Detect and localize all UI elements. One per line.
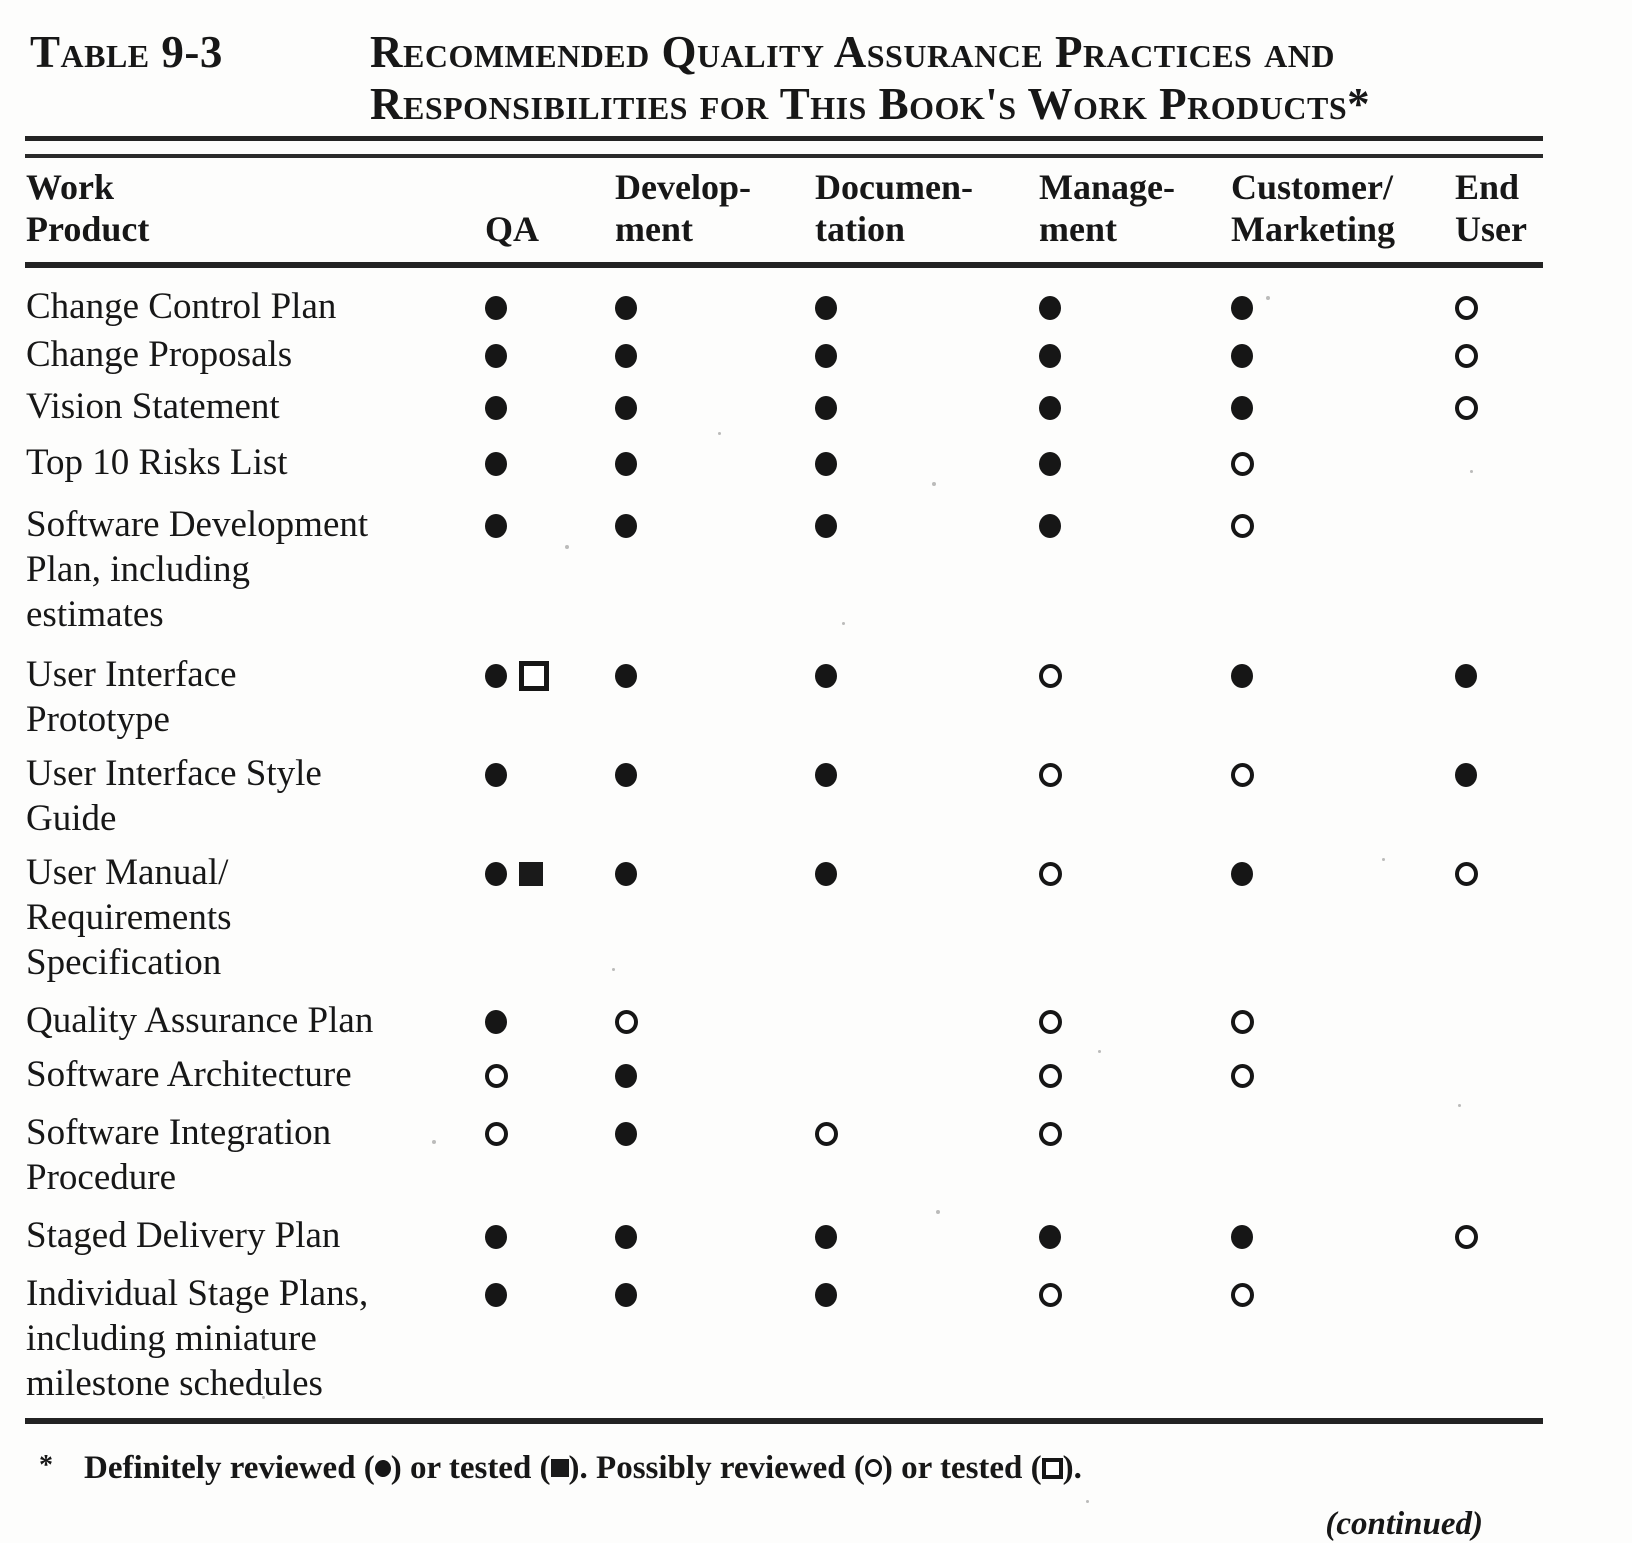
footnote-text	[84, 1446, 1082, 1490]
filled-circle-icon	[1039, 296, 1061, 320]
development-cell	[600, 331, 790, 383]
filled-circle-icon	[815, 344, 837, 368]
customer_marketing-cell	[1205, 1109, 1430, 1212]
qa-cell	[465, 849, 600, 997]
table-row	[25, 265, 1543, 331]
filled-circle-icon	[615, 1225, 637, 1249]
filled-circle-icon	[1231, 664, 1253, 688]
table-row	[25, 750, 1543, 849]
qa-cell	[465, 1270, 600, 1416]
open-circle-icon	[1231, 514, 1254, 538]
filled-circle-icon	[485, 514, 507, 538]
customer_marketing-cell	[1205, 1212, 1430, 1270]
column-header-customer_marketing: Customer/ Marketing	[1205, 158, 1430, 265]
management-cell	[1015, 265, 1205, 331]
scan-speck	[1458, 1104, 1461, 1107]
filled-circle-icon	[485, 452, 507, 476]
open-square-icon	[519, 661, 549, 691]
customer_marketing-cell	[1205, 997, 1430, 1051]
open-circle-icon	[1231, 1010, 1254, 1034]
filled-circle-icon	[485, 763, 507, 787]
management-cell	[1015, 849, 1205, 997]
documentation-cell	[790, 501, 1015, 651]
documentation-cell	[790, 849, 1015, 997]
documentation-cell	[790, 265, 1015, 331]
bottom-rule	[25, 1418, 1543, 1424]
customer_marketing-cell	[1205, 265, 1430, 331]
filled-circle-icon	[375, 1460, 391, 1477]
filled-circle-icon	[1231, 862, 1253, 886]
open-circle-icon	[1231, 452, 1254, 476]
filled-circle-icon	[815, 514, 837, 538]
scan-speck	[1098, 1050, 1101, 1053]
development-cell	[600, 1270, 790, 1416]
scan-speck	[702, 1478, 705, 1481]
table-row	[25, 331, 1543, 383]
filled-circle-icon	[485, 1225, 507, 1249]
management-cell	[1015, 383, 1205, 439]
qa-practices-table	[25, 158, 1543, 1416]
filled-circle-icon	[615, 396, 637, 420]
documentation-cell	[790, 1270, 1015, 1416]
filled-circle-icon	[1231, 296, 1253, 320]
footnote-text-fragment: ).	[1062, 1450, 1082, 1486]
filled-circle-icon	[485, 296, 507, 320]
table-row	[25, 1051, 1543, 1109]
end_user-cell	[1430, 1109, 1543, 1212]
filled-circle-icon	[485, 396, 507, 420]
customer_marketing-cell	[1205, 501, 1430, 651]
qa-cell	[465, 1212, 600, 1270]
filled-circle-icon	[615, 1122, 637, 1146]
filled-circle-icon	[1231, 1225, 1253, 1249]
work-product-cell: Software Integration Procedure	[26, 1112, 332, 1198]
open-circle-icon	[1455, 396, 1478, 420]
open-circle-icon	[865, 1459, 882, 1477]
scan-speck	[565, 545, 569, 549]
end_user-cell	[1430, 1051, 1543, 1109]
column-header-qa: QA	[465, 158, 600, 265]
open-circle-icon	[815, 1122, 838, 1146]
column-header-end_user: End User	[1430, 158, 1543, 265]
filled-circle-icon	[615, 452, 637, 476]
management-cell	[1015, 1109, 1205, 1212]
scan-speck	[262, 1396, 265, 1399]
documentation-cell	[790, 1212, 1015, 1270]
open-circle-icon	[1455, 862, 1478, 886]
management-cell	[1015, 750, 1205, 849]
development-cell	[600, 501, 790, 651]
documentation-cell	[790, 383, 1015, 439]
open-circle-icon	[1039, 862, 1062, 886]
continued-note: (continued)	[1325, 1506, 1483, 1542]
filled-circle-icon	[485, 344, 507, 368]
management-cell	[1015, 1212, 1205, 1270]
development-cell	[600, 1109, 790, 1212]
customer_marketing-cell	[1205, 1270, 1430, 1416]
work-product-cell: User Manual/ Requirements Specification	[26, 852, 232, 983]
qa-cell	[465, 501, 600, 651]
work-product-cell: User Interface Style Guide	[26, 753, 322, 839]
scan-speck	[432, 1140, 436, 1144]
filled-circle-icon	[1039, 344, 1061, 368]
scan-speck	[936, 1210, 940, 1214]
end_user-cell	[1430, 997, 1543, 1051]
filled-circle-icon	[815, 862, 837, 886]
documentation-cell	[790, 1109, 1015, 1212]
filled-circle-icon	[615, 862, 637, 886]
end_user-cell	[1430, 1270, 1543, 1416]
management-cell	[1015, 651, 1205, 750]
scan-speck	[1382, 858, 1385, 861]
open-circle-icon	[1231, 1064, 1254, 1088]
open-circle-icon	[1039, 763, 1062, 787]
filled-circle-icon	[615, 1064, 637, 1088]
filled-circle-icon	[615, 514, 637, 538]
open-square-icon	[1042, 1458, 1063, 1479]
filled-circle-icon	[1455, 664, 1477, 688]
development-cell	[600, 265, 790, 331]
filled-circle-icon	[815, 452, 837, 476]
development-cell	[600, 849, 790, 997]
footnote-text-fragment: ) or tested (	[390, 1450, 551, 1486]
filled-circle-icon	[1231, 396, 1253, 420]
open-circle-icon	[485, 1122, 508, 1146]
scan-speck	[1086, 1500, 1089, 1503]
management-cell	[1015, 501, 1205, 651]
filled-circle-icon	[485, 664, 507, 688]
management-cell	[1015, 1051, 1205, 1109]
management-cell	[1015, 997, 1205, 1051]
work-product-cell: Top 10 Risks List	[26, 442, 288, 483]
customer_marketing-cell	[1205, 849, 1430, 997]
filled-circle-icon	[815, 396, 837, 420]
scan-speck	[1266, 296, 1270, 300]
end_user-cell	[1430, 439, 1543, 501]
scan-speck	[842, 622, 845, 625]
column-header-management: Manage- ment	[1015, 158, 1205, 265]
qa-cell	[465, 1051, 600, 1109]
table-row	[25, 1270, 1543, 1416]
filled-square-icon	[551, 1459, 569, 1477]
open-circle-icon	[1039, 1283, 1062, 1307]
table-row	[25, 1212, 1543, 1270]
filled-circle-icon	[815, 1283, 837, 1307]
qa-cell	[465, 1109, 600, 1212]
filled-circle-icon	[615, 296, 637, 320]
table-body	[25, 265, 1543, 1416]
work-product-cell: Staged Delivery Plan	[26, 1215, 341, 1256]
qa-cell	[465, 383, 600, 439]
filled-circle-icon	[615, 344, 637, 368]
open-circle-icon	[615, 1010, 638, 1034]
footnote-text-fragment: ) or tested (	[881, 1450, 1042, 1486]
end_user-cell	[1430, 501, 1543, 651]
scan-speck	[718, 432, 721, 435]
work-product-cell: User Interface Prototype	[26, 654, 237, 740]
work-product-cell: Software Development Plan, including estimates	[26, 504, 369, 635]
table-row	[25, 651, 1543, 750]
header-row	[25, 158, 1543, 265]
development-cell	[600, 651, 790, 750]
table-title-line1: Recommended Quality Assurance Practices and	[370, 27, 1335, 77]
management-cell	[1015, 331, 1205, 383]
filled-circle-icon	[615, 1283, 637, 1307]
scan-speck	[612, 968, 615, 971]
filled-circle-icon	[485, 1010, 507, 1034]
documentation-cell	[790, 651, 1015, 750]
column-header-work_product: Work Product	[25, 158, 465, 265]
qa-cell	[465, 265, 600, 331]
open-circle-icon	[1455, 1225, 1478, 1249]
documentation-cell	[790, 1051, 1015, 1109]
table-row	[25, 997, 1543, 1051]
open-circle-icon	[1231, 763, 1254, 787]
open-circle-icon	[1039, 664, 1062, 688]
customer_marketing-cell	[1205, 651, 1430, 750]
open-circle-icon	[1039, 1064, 1062, 1088]
customer_marketing-cell	[1205, 331, 1430, 383]
filled-circle-icon	[485, 1283, 507, 1307]
table-row	[25, 383, 1543, 439]
end_user-cell	[1430, 383, 1543, 439]
table-header-row	[25, 158, 1543, 265]
filled-circle-icon	[1039, 1225, 1061, 1249]
management-cell	[1015, 439, 1205, 501]
footnote-marker: *	[39, 1450, 53, 1481]
table-row	[25, 1109, 1543, 1212]
table-row	[25, 849, 1543, 997]
filled-circle-icon	[1039, 514, 1061, 538]
work-product-cell: Change Control Plan	[26, 286, 337, 327]
open-circle-icon	[1455, 344, 1478, 368]
documentation-cell	[790, 331, 1015, 383]
scan-speck	[932, 482, 936, 486]
qa-cell	[465, 331, 600, 383]
work-product-cell: Quality Assurance Plan	[26, 1000, 374, 1041]
work-product-cell: Change Proposals	[26, 334, 293, 375]
filled-circle-icon	[815, 296, 837, 320]
end_user-cell	[1430, 651, 1543, 750]
development-cell	[600, 997, 790, 1051]
end_user-cell	[1430, 331, 1543, 383]
filled-circle-icon	[1039, 396, 1061, 420]
customer_marketing-cell	[1205, 383, 1430, 439]
qa-cell	[465, 439, 600, 501]
footnote-text-fragment: Definitely reviewed (	[84, 1450, 375, 1486]
documentation-cell	[790, 997, 1015, 1051]
documentation-cell	[790, 439, 1015, 501]
filled-circle-icon	[815, 763, 837, 787]
filled-square-icon	[519, 862, 543, 886]
top-double-rule	[25, 136, 1543, 158]
qa-cell	[465, 997, 600, 1051]
scan-speck	[1470, 470, 1473, 473]
development-cell	[600, 750, 790, 849]
customer_marketing-cell	[1205, 1051, 1430, 1109]
qa-cell	[465, 750, 600, 849]
table-number-label: Table 9-3	[30, 27, 223, 77]
work-product-cell: Vision Statement	[26, 386, 280, 427]
table-row	[25, 439, 1543, 501]
filled-circle-icon	[615, 664, 637, 688]
end_user-cell	[1430, 1212, 1543, 1270]
end_user-cell	[1430, 750, 1543, 849]
customer_marketing-cell	[1205, 750, 1430, 849]
qa-cell	[465, 651, 600, 750]
development-cell	[600, 1051, 790, 1109]
filled-circle-icon	[815, 664, 837, 688]
work-product-cell: Software Architecture	[26, 1054, 352, 1095]
filled-circle-icon	[615, 763, 637, 787]
filled-circle-icon	[1455, 763, 1477, 787]
customer_marketing-cell	[1205, 439, 1430, 501]
table-row	[25, 501, 1543, 651]
development-cell	[600, 439, 790, 501]
work-product-cell: Individual Stage Plans, including miniature milestone schedules	[26, 1273, 369, 1404]
development-cell	[600, 383, 790, 439]
column-header-development: Develop- ment	[600, 158, 790, 265]
filled-circle-icon	[1039, 452, 1061, 476]
open-circle-icon	[1039, 1010, 1062, 1034]
footnote	[25, 1446, 1543, 1490]
table-title-line2: Responsibilities for This Book's Work Products*	[370, 79, 1371, 129]
management-cell	[1015, 1270, 1205, 1416]
footnote-text-fragment: ). Possibly reviewed (	[568, 1450, 865, 1486]
end_user-cell	[1430, 849, 1543, 997]
scanned-book-page	[25, 0, 1543, 1543]
open-circle-icon	[1039, 1122, 1062, 1146]
filled-circle-icon	[815, 1225, 837, 1249]
filled-circle-icon	[1231, 344, 1253, 368]
development-cell	[600, 1212, 790, 1270]
table-title	[370, 26, 1370, 130]
column-header-documentation: Documen- tation	[790, 158, 1015, 265]
table-caption	[25, 26, 1543, 130]
open-circle-icon	[485, 1064, 508, 1088]
open-circle-icon	[1455, 296, 1478, 320]
end_user-cell	[1430, 265, 1543, 331]
filled-circle-icon	[485, 862, 507, 886]
documentation-cell	[790, 750, 1015, 849]
open-circle-icon	[1231, 1283, 1254, 1307]
